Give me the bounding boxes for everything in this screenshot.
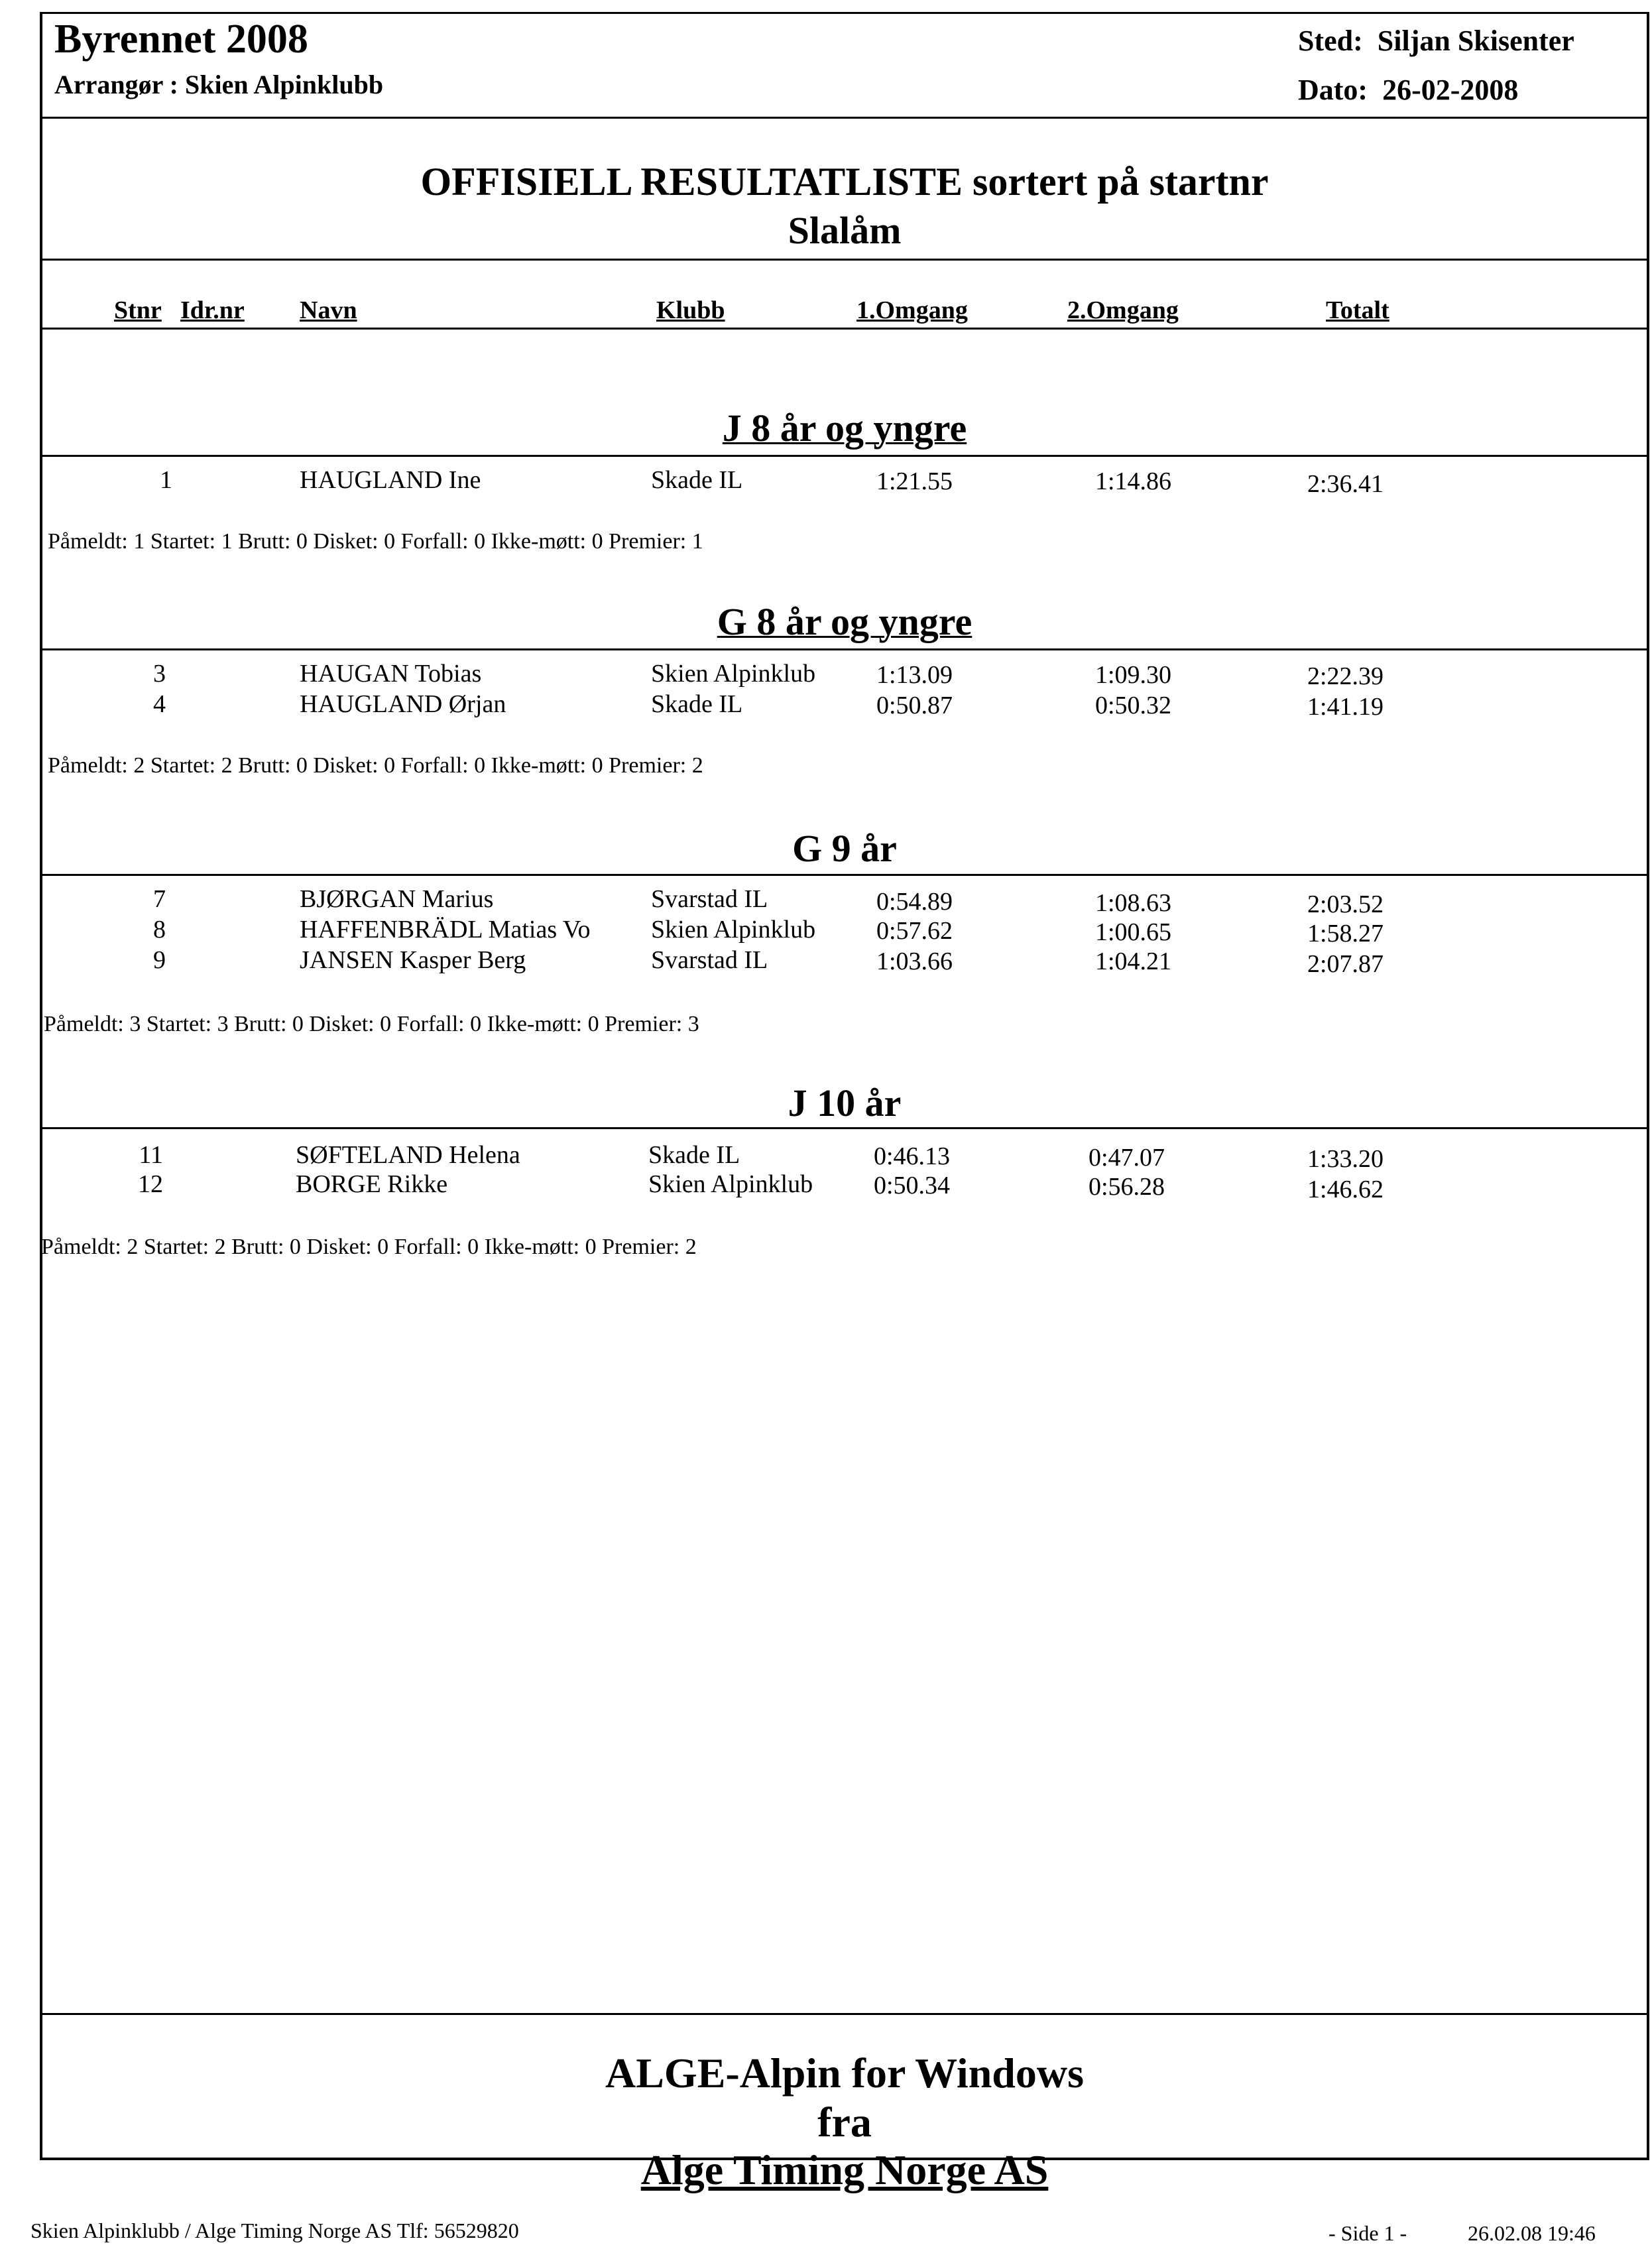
club-cell: Svarstad IL (651, 885, 768, 913)
stnr-cell: 11 (139, 1141, 163, 1169)
run1-cell: 0:46.13 (874, 1142, 951, 1170)
page-number: - Side 1 - (1328, 2221, 1407, 2245)
total-cell: 2:07.87 (1307, 950, 1384, 978)
footer-line-3: Alge Timing Norge AS (640, 2146, 1049, 2193)
class-summary: Påmeldt: 1 Startet: 1 Brutt: 0 Disket: 0 Forfall: 0 Ikke-møtt: 0 Premier: 1 (48, 529, 703, 554)
stnr-cell: 9 (153, 946, 166, 974)
name-cell: BJØRGAN Marius (300, 885, 494, 913)
run2-cell: 1:08.63 (1095, 889, 1172, 917)
run1-cell: 0:54.89 (876, 888, 953, 916)
club-cell: Skade IL (651, 466, 743, 494)
stnr-cell: 3 (153, 660, 166, 688)
header-divider (40, 117, 1649, 119)
col-idrnr: Idr.nr (180, 296, 245, 324)
stnr-cell: 7 (153, 885, 166, 913)
run2-cell: 0:50.32 (1095, 692, 1172, 719)
name-cell: BORGE Rikke (296, 1170, 448, 1198)
col-stnr: Stnr (114, 296, 162, 324)
club-cell: Skade IL (651, 690, 743, 718)
run2-cell: 1:04.21 (1095, 947, 1172, 975)
col-klubb: Klubb (656, 296, 725, 324)
total-cell: 2:22.39 (1307, 662, 1384, 690)
place-label: Sted: (1298, 25, 1363, 57)
document-title: OFFISIELL RESULTATLISTE sortert på startnr (420, 160, 1269, 204)
organizer-name: Skien Alpinklubb (185, 70, 384, 99)
col-run1: 1.Omgang (856, 296, 968, 324)
name-cell: SØFTELAND Helena (296, 1141, 520, 1169)
stnr-cell: 1 (160, 466, 172, 494)
club-cell: Skien Alpinklub (648, 1170, 813, 1198)
class-title: G 8 år og yngre (717, 600, 973, 643)
run2-cell: 0:56.28 (1089, 1173, 1165, 1201)
class-title: G 9 år (792, 827, 897, 870)
run2-cell: 1:00.65 (1095, 918, 1172, 946)
place-value: Siljan Skisenter (1377, 25, 1574, 57)
date-label: Dato: (1298, 74, 1368, 106)
stnr-cell: 8 (153, 916, 166, 944)
total-cell: 2:36.41 (1307, 470, 1384, 498)
run1-cell: 1:13.09 (876, 661, 953, 689)
run1-cell: 0:57.62 (876, 917, 953, 945)
class-summary: Påmeldt: 3 Startet: 3 Brutt: 0 Disket: 0 Forfall: 0 Ikke-møtt: 0 Premier: 3 (44, 1012, 699, 1036)
run1-cell: 1:21.55 (876, 467, 953, 495)
total-cell: 1:46.62 (1307, 1176, 1384, 1203)
col-navn: Navn (300, 296, 357, 324)
stnr-cell: 4 (153, 690, 166, 718)
class-divider (40, 1127, 1649, 1129)
total-cell: 2:03.52 (1307, 890, 1384, 918)
class-divider (40, 874, 1649, 876)
name-cell: JANSEN Kasper Berg (300, 946, 526, 974)
footer-line-1: ALGE-Alpin for Windows (605, 2049, 1084, 2097)
event-title: Byrennet 2008 (54, 17, 308, 62)
total-cell: 1:33.20 (1307, 1145, 1384, 1173)
class-summary: Påmeldt: 2 Startet: 2 Brutt: 0 Disket: 0 Forfall: 0 Ikke-møtt: 0 Premier: 2 (48, 753, 703, 778)
run2-cell: 1:14.86 (1095, 467, 1172, 495)
total-cell: 1:41.19 (1307, 693, 1384, 721)
class-divider (40, 455, 1649, 457)
column-header-divider (40, 328, 1649, 330)
name-cell: HAUGAN Tobias (300, 660, 482, 688)
class-title: J 10 år (788, 1081, 902, 1125)
run2-cell: 1:09.30 (1095, 661, 1172, 689)
title-divider (40, 259, 1649, 261)
club-cell: Skade IL (648, 1141, 740, 1169)
class-summary: Påmeldt: 2 Startet: 2 Brutt: 0 Disket: 0 Forfall: 0 Ikke-møtt: 0 Premier: 2 (41, 1235, 697, 1259)
name-cell: HAFFENBRÄDL Matias Vo (300, 916, 591, 944)
run2-cell: 0:47.07 (1089, 1144, 1165, 1172)
club-cell: Skien Alpinklub (651, 916, 816, 944)
name-cell: HAUGLAND Ørjan (300, 690, 506, 718)
club-cell: Skien Alpinklub (651, 660, 816, 688)
organizer-line (54, 69, 383, 100)
organizer-label: Arrangør : (54, 70, 178, 99)
class-title: J 8 år og yngre (722, 406, 967, 450)
date-line (1298, 73, 1518, 107)
date-value: 26-02-2008 (1382, 74, 1519, 106)
stnr-cell: 12 (138, 1170, 163, 1198)
col-run2: 2.Omgang (1067, 296, 1179, 324)
class-divider (40, 648, 1649, 650)
footer-line-2: fra (817, 2099, 872, 2146)
total-cell: 1:58.27 (1307, 920, 1384, 947)
contact-info: Skien Alpinklubb / Alge Timing Norge AS Tlf: 56529820 (30, 2219, 519, 2242)
print-timestamp: 26.02.08 19:46 (1468, 2221, 1596, 2245)
run1-cell: 0:50.87 (876, 692, 953, 719)
name-cell: HAUGLAND Ine (300, 466, 481, 494)
run1-cell: 0:50.34 (874, 1172, 951, 1199)
club-cell: Svarstad IL (651, 946, 768, 974)
col-total: Totalt (1326, 296, 1389, 324)
place-line (1298, 24, 1574, 58)
discipline-title: Slalåm (788, 209, 902, 252)
run1-cell: 1:03.66 (876, 947, 953, 975)
footer-divider (40, 2013, 1649, 2015)
